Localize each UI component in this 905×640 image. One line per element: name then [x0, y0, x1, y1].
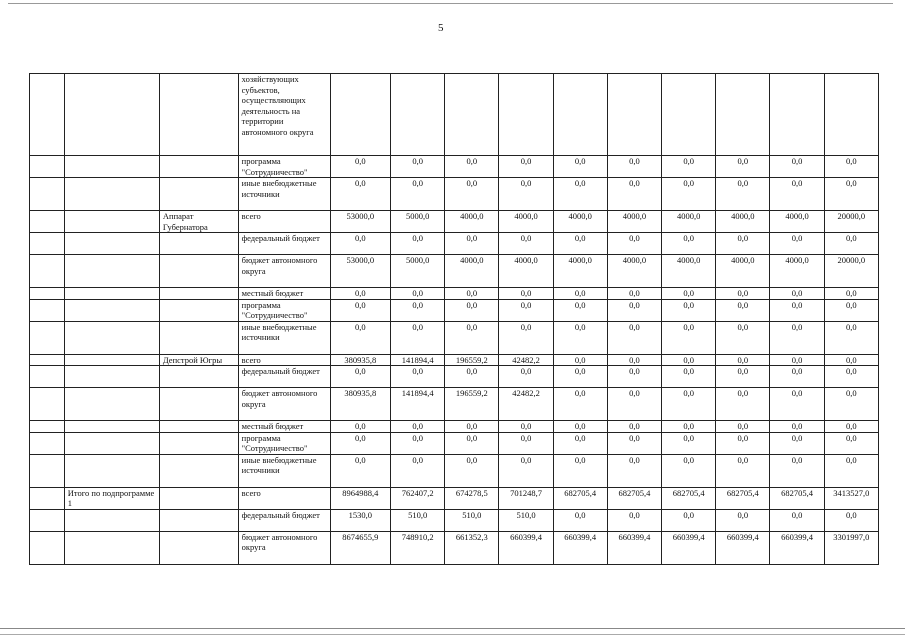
- row-number-cell: [30, 509, 65, 531]
- row-number-cell: [30, 74, 65, 156]
- value-cell: 0,0: [499, 432, 553, 454]
- value-cell: 0,0: [499, 156, 553, 178]
- value-cell: 0,0: [770, 299, 824, 321]
- value-cell: 8964988,4: [330, 487, 390, 509]
- value-cell: 0,0: [662, 178, 716, 211]
- value-cell: 4000,0: [770, 255, 824, 288]
- table-row: [30, 178, 879, 211]
- value-cell: 0,0: [499, 321, 553, 354]
- executor-cell: [159, 178, 238, 211]
- value-cell: 0,0: [662, 432, 716, 454]
- value-cell: 4000,0: [499, 211, 553, 233]
- value-cell: 0,0: [330, 178, 390, 211]
- value-cell: 0,0: [445, 288, 499, 300]
- value-cell: 20000,0: [824, 211, 878, 233]
- value-cell: 0,0: [499, 366, 553, 388]
- value-cell: 0,0: [391, 299, 445, 321]
- value-cell: 0,0: [662, 421, 716, 433]
- value-cell: 3413527,0: [824, 487, 878, 509]
- table-row: [30, 432, 879, 454]
- value-cell: 0,0: [330, 421, 390, 433]
- value-cell: 8674655,9: [330, 531, 390, 564]
- value-cell: 0,0: [553, 509, 607, 531]
- value-cell: 0,0: [553, 432, 607, 454]
- funding-source-cell: программа "Сотрудничество": [238, 432, 330, 454]
- group-cell: Итого по подпрограмме 1: [64, 487, 159, 509]
- group-cell: [64, 354, 159, 366]
- executor-cell: Депстрой Югры: [159, 354, 238, 366]
- value-cell: 0,0: [391, 156, 445, 178]
- table-row: [30, 454, 879, 487]
- value-cell: 0,0: [391, 432, 445, 454]
- value-cell: 682705,4: [553, 487, 607, 509]
- executor-cell: [159, 366, 238, 388]
- value-cell: 0,0: [770, 321, 824, 354]
- value-cell: 682705,4: [607, 487, 661, 509]
- value-cell: 660399,4: [499, 531, 553, 564]
- value-cell: 0,0: [445, 178, 499, 211]
- value-cell: 0,0: [607, 178, 661, 211]
- row-number-cell: [30, 354, 65, 366]
- executor-cell: [159, 321, 238, 354]
- value-cell: 0,0: [824, 299, 878, 321]
- row-number-cell: [30, 288, 65, 300]
- value-cell: 0,0: [553, 321, 607, 354]
- row-number-cell: [30, 421, 65, 433]
- value-cell: 0,0: [770, 454, 824, 487]
- value-cell: 510,0: [391, 509, 445, 531]
- value-cell: 0,0: [607, 432, 661, 454]
- value-cell: 0,0: [607, 421, 661, 433]
- value-cell: 674278,5: [445, 487, 499, 509]
- group-cell: [64, 421, 159, 433]
- row-number-cell: [30, 388, 65, 421]
- value-cell: 0,0: [824, 178, 878, 211]
- value-cell: 682705,4: [716, 487, 770, 509]
- table-row: [30, 509, 879, 531]
- value-cell: 0,0: [607, 233, 661, 255]
- row-number-cell: [30, 321, 65, 354]
- group-cell: [64, 211, 159, 233]
- value-cell: 0,0: [445, 233, 499, 255]
- row-number-cell: [30, 233, 65, 255]
- executor-cell: [159, 299, 238, 321]
- value-cell: 380935,8: [330, 354, 390, 366]
- row-number-cell: [30, 531, 65, 564]
- value-cell: 0,0: [662, 156, 716, 178]
- row-number-cell: [30, 156, 65, 178]
- row-number-cell: [30, 366, 65, 388]
- executor-cell: [159, 156, 238, 178]
- value-cell: 141894,4: [391, 354, 445, 366]
- value-cell: 0,0: [716, 178, 770, 211]
- executor-cell: [159, 531, 238, 564]
- value-cell: 0,0: [662, 354, 716, 366]
- funding-source-cell: всего: [238, 354, 330, 366]
- value-cell: 0,0: [391, 421, 445, 433]
- value-cell: 0,0: [553, 388, 607, 421]
- value-cell: 42482,2: [499, 388, 553, 421]
- executor-cell: [159, 255, 238, 288]
- row-number-cell: [30, 178, 65, 211]
- value-cell: 4000,0: [445, 255, 499, 288]
- executor-cell: [159, 454, 238, 487]
- value-cell: 0,0: [391, 233, 445, 255]
- value-cell: 0,0: [445, 421, 499, 433]
- value-cell: 0,0: [662, 321, 716, 354]
- value-cell: 0,0: [824, 432, 878, 454]
- executor-cell: [159, 509, 238, 531]
- value-cell: 0,0: [607, 354, 661, 366]
- table-row: [30, 233, 879, 255]
- executor-cell: [159, 74, 238, 156]
- funding-source-cell: местный бюджет: [238, 421, 330, 433]
- value-cell: 701248,7: [499, 487, 553, 509]
- value-cell: [770, 74, 824, 156]
- value-cell: 0,0: [607, 156, 661, 178]
- executor-cell: [159, 432, 238, 454]
- value-cell: 660399,4: [553, 531, 607, 564]
- group-cell: [64, 255, 159, 288]
- table-row: [30, 366, 879, 388]
- table-row: [30, 421, 879, 433]
- value-cell: 0,0: [824, 454, 878, 487]
- page-number: 5: [438, 22, 444, 34]
- group-cell: [64, 156, 159, 178]
- group-cell: [64, 454, 159, 487]
- value-cell: 0,0: [716, 156, 770, 178]
- funding-source-cell: федеральный бюджет: [238, 509, 330, 531]
- value-cell: 141894,4: [391, 388, 445, 421]
- value-cell: 1530,0: [330, 509, 390, 531]
- value-cell: 748910,2: [391, 531, 445, 564]
- bottom-scan-line-2: [0, 634, 905, 635]
- value-cell: 0,0: [330, 233, 390, 255]
- budget-table-body: [30, 74, 879, 565]
- value-cell: 0,0: [553, 178, 607, 211]
- value-cell: [662, 74, 716, 156]
- value-cell: 0,0: [607, 509, 661, 531]
- value-cell: [445, 74, 499, 156]
- row-number-cell: [30, 255, 65, 288]
- value-cell: 0,0: [607, 321, 661, 354]
- value-cell: 0,0: [662, 366, 716, 388]
- value-cell: 0,0: [391, 454, 445, 487]
- value-cell: 0,0: [553, 366, 607, 388]
- group-cell: [64, 288, 159, 300]
- value-cell: 0,0: [330, 288, 390, 300]
- value-cell: [391, 74, 445, 156]
- funding-source-cell: бюджет автономного округа: [238, 531, 330, 564]
- value-cell: 0,0: [607, 288, 661, 300]
- value-cell: 0,0: [499, 421, 553, 433]
- value-cell: 0,0: [445, 454, 499, 487]
- row-number-cell: [30, 299, 65, 321]
- executor-cell: Аппарат Губернатора: [159, 211, 238, 233]
- value-cell: 0,0: [824, 354, 878, 366]
- group-cell: [64, 321, 159, 354]
- value-cell: 0,0: [445, 299, 499, 321]
- value-cell: 0,0: [607, 366, 661, 388]
- budget-table: [29, 73, 879, 565]
- funding-source-cell: программа "Сотрудничество": [238, 299, 330, 321]
- group-cell: [64, 531, 159, 564]
- top-scan-line: [8, 3, 893, 4]
- value-cell: 0,0: [824, 509, 878, 531]
- value-cell: 0,0: [662, 233, 716, 255]
- value-cell: 0,0: [553, 421, 607, 433]
- value-cell: 660399,4: [716, 531, 770, 564]
- value-cell: 0,0: [824, 288, 878, 300]
- value-cell: 4000,0: [770, 211, 824, 233]
- value-cell: 0,0: [716, 388, 770, 421]
- value-cell: 20000,0: [824, 255, 878, 288]
- value-cell: 661352,3: [445, 531, 499, 564]
- group-cell: [64, 74, 159, 156]
- value-cell: 4000,0: [662, 211, 716, 233]
- group-cell: [64, 178, 159, 211]
- executor-cell: [159, 421, 238, 433]
- funding-source-cell: хозяйствующих субъектов, осуществляющих деятельность на территории автономного округа: [238, 74, 330, 156]
- value-cell: 0,0: [553, 354, 607, 366]
- value-cell: 660399,4: [662, 531, 716, 564]
- table-row: [30, 531, 879, 564]
- value-cell: [607, 74, 661, 156]
- value-cell: 0,0: [770, 288, 824, 300]
- value-cell: 0,0: [662, 299, 716, 321]
- table-row: [30, 321, 879, 354]
- value-cell: [553, 74, 607, 156]
- value-cell: 3301997,0: [824, 531, 878, 564]
- value-cell: 0,0: [716, 299, 770, 321]
- value-cell: 0,0: [553, 233, 607, 255]
- value-cell: 0,0: [662, 454, 716, 487]
- value-cell: 4000,0: [607, 255, 661, 288]
- value-cell: 682705,4: [770, 487, 824, 509]
- value-cell: 53000,0: [330, 255, 390, 288]
- value-cell: 0,0: [770, 421, 824, 433]
- value-cell: 0,0: [330, 156, 390, 178]
- executor-cell: [159, 288, 238, 300]
- value-cell: [716, 74, 770, 156]
- executor-cell: [159, 233, 238, 255]
- value-cell: 0,0: [662, 388, 716, 421]
- value-cell: 0,0: [499, 454, 553, 487]
- value-cell: 0,0: [607, 299, 661, 321]
- value-cell: 762407,2: [391, 487, 445, 509]
- funding-source-cell: программа "Сотрудничество": [238, 156, 330, 178]
- row-number-cell: [30, 432, 65, 454]
- funding-source-cell: местный бюджет: [238, 288, 330, 300]
- value-cell: 0,0: [770, 432, 824, 454]
- table-row: [30, 74, 879, 156]
- table-row: [30, 255, 879, 288]
- value-cell: 4000,0: [716, 211, 770, 233]
- funding-source-cell: иные внебюджетные источники: [238, 454, 330, 487]
- value-cell: 510,0: [445, 509, 499, 531]
- table-row: [30, 299, 879, 321]
- value-cell: 0,0: [553, 299, 607, 321]
- row-number-cell: [30, 211, 65, 233]
- value-cell: 0,0: [499, 288, 553, 300]
- value-cell: 0,0: [716, 233, 770, 255]
- funding-source-cell: всего: [238, 487, 330, 509]
- value-cell: 5000,0: [391, 211, 445, 233]
- value-cell: 660399,4: [770, 531, 824, 564]
- value-cell: 0,0: [607, 454, 661, 487]
- value-cell: 0,0: [445, 156, 499, 178]
- table-row: [30, 487, 879, 509]
- value-cell: 0,0: [553, 454, 607, 487]
- value-cell: 0,0: [824, 366, 878, 388]
- group-cell: [64, 299, 159, 321]
- value-cell: [499, 74, 553, 156]
- value-cell: 0,0: [824, 233, 878, 255]
- value-cell: 0,0: [499, 299, 553, 321]
- table-row: [30, 156, 879, 178]
- value-cell: 0,0: [770, 366, 824, 388]
- funding-source-cell: иные внебюджетные источники: [238, 321, 330, 354]
- value-cell: 0,0: [716, 321, 770, 354]
- value-cell: 0,0: [445, 432, 499, 454]
- group-cell: [64, 233, 159, 255]
- value-cell: 42482,2: [499, 354, 553, 366]
- value-cell: 0,0: [330, 366, 390, 388]
- value-cell: 0,0: [824, 388, 878, 421]
- value-cell: 0,0: [499, 233, 553, 255]
- value-cell: 0,0: [445, 321, 499, 354]
- value-cell: 0,0: [716, 288, 770, 300]
- value-cell: 0,0: [716, 509, 770, 531]
- funding-source-cell: иные внебюджетные источники: [238, 178, 330, 211]
- value-cell: 0,0: [391, 178, 445, 211]
- group-cell: [64, 432, 159, 454]
- group-cell: [64, 366, 159, 388]
- value-cell: 0,0: [391, 366, 445, 388]
- value-cell: 0,0: [716, 454, 770, 487]
- value-cell: 0,0: [391, 321, 445, 354]
- value-cell: 4000,0: [607, 211, 661, 233]
- value-cell: 4000,0: [445, 211, 499, 233]
- value-cell: 0,0: [330, 432, 390, 454]
- value-cell: 0,0: [716, 421, 770, 433]
- table-row: [30, 354, 879, 366]
- executor-cell: [159, 487, 238, 509]
- group-cell: [64, 509, 159, 531]
- value-cell: 0,0: [770, 509, 824, 531]
- value-cell: 196559,2: [445, 388, 499, 421]
- value-cell: 4000,0: [716, 255, 770, 288]
- executor-cell: [159, 388, 238, 421]
- value-cell: 0,0: [330, 321, 390, 354]
- value-cell: 0,0: [770, 354, 824, 366]
- value-cell: 660399,4: [607, 531, 661, 564]
- value-cell: 0,0: [662, 288, 716, 300]
- value-cell: 0,0: [770, 233, 824, 255]
- value-cell: 0,0: [716, 354, 770, 366]
- row-number-cell: [30, 487, 65, 509]
- value-cell: 0,0: [716, 366, 770, 388]
- value-cell: 0,0: [553, 288, 607, 300]
- row-number-cell: [30, 454, 65, 487]
- value-cell: 0,0: [330, 454, 390, 487]
- funding-source-cell: бюджет автономного округа: [238, 388, 330, 421]
- value-cell: 0,0: [824, 421, 878, 433]
- value-cell: 510,0: [499, 509, 553, 531]
- value-cell: 0,0: [499, 178, 553, 211]
- group-cell: [64, 388, 159, 421]
- value-cell: 0,0: [662, 509, 716, 531]
- value-cell: 0,0: [330, 299, 390, 321]
- table-row: [30, 288, 879, 300]
- value-cell: 4000,0: [499, 255, 553, 288]
- value-cell: 0,0: [770, 156, 824, 178]
- value-cell: [330, 74, 390, 156]
- value-cell: 0,0: [607, 388, 661, 421]
- bottom-scan-line: [0, 628, 905, 629]
- funding-source-cell: бюджет автономного округа: [238, 255, 330, 288]
- table-row: [30, 211, 879, 233]
- table-row: [30, 388, 879, 421]
- value-cell: 0,0: [391, 288, 445, 300]
- value-cell: 196559,2: [445, 354, 499, 366]
- funding-source-cell: федеральный бюджет: [238, 366, 330, 388]
- value-cell: 4000,0: [553, 255, 607, 288]
- value-cell: 0,0: [824, 156, 878, 178]
- value-cell: 0,0: [770, 178, 824, 211]
- funding-source-cell: всего: [238, 211, 330, 233]
- value-cell: [824, 74, 878, 156]
- value-cell: 4000,0: [553, 211, 607, 233]
- value-cell: 0,0: [824, 321, 878, 354]
- value-cell: 0,0: [770, 388, 824, 421]
- value-cell: 0,0: [553, 156, 607, 178]
- value-cell: 4000,0: [662, 255, 716, 288]
- value-cell: 5000,0: [391, 255, 445, 288]
- value-cell: 380935,8: [330, 388, 390, 421]
- funding-source-cell: федеральный бюджет: [238, 233, 330, 255]
- value-cell: 0,0: [445, 366, 499, 388]
- value-cell: 53000,0: [330, 211, 390, 233]
- value-cell: 682705,4: [662, 487, 716, 509]
- value-cell: 0,0: [716, 432, 770, 454]
